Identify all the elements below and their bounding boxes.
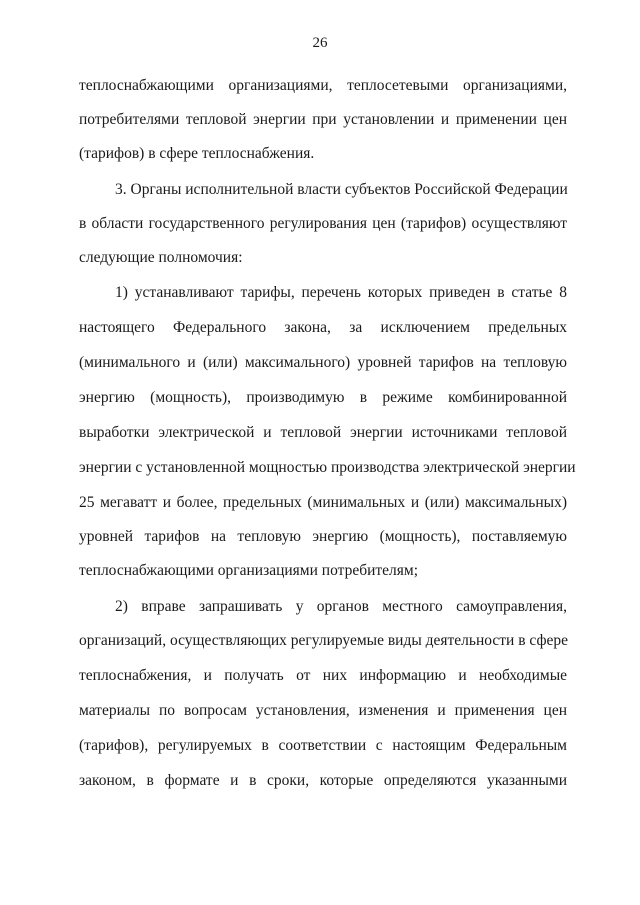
text-line: теплоснабжающими организациями потребителям; xyxy=(79,562,419,579)
text-line: (минимального и (или) максимального) уровней тарифов на тепловую xyxy=(79,354,567,371)
text-line: энергию (мощность), производимую в режиме комбинированной xyxy=(79,389,567,406)
text-line: организаций, осуществляющих регулируемые виды деятельности в сфере xyxy=(79,632,569,649)
text-line: следующие полномочия: xyxy=(79,249,243,266)
text-line: настоящего Федерального закона, за исключением предельных xyxy=(79,319,567,336)
text-line: уровней тарифов на тепловую энергию (мощность), поставляемую xyxy=(79,528,567,545)
text-line: 1) устанавливают тарифы, перечень которых приведен в статье 8 xyxy=(115,284,567,301)
text-line: энергии с установленной мощностью производства электрической энергии xyxy=(79,459,576,476)
text-line: законом, в формате и в сроки, которые определяются указанными xyxy=(79,772,567,789)
text-line: 25 мегаватт и более, предельных (минимальных и (или) максимальных) xyxy=(79,494,567,511)
text-line: материалы по вопросам установления, изменения и применения цен xyxy=(79,702,567,719)
text-line: 2) вправе запрашивать у органов местного самоуправления, xyxy=(115,598,567,615)
text-line: потребителями тепловой энергии при установлении и применении цен xyxy=(79,111,567,128)
text-line: 3. Органы исполнительной власти субъектов Российской Федерации xyxy=(115,181,568,198)
text-line: (тарифов), регулируемых в соответствии с настоящим Федеральным xyxy=(79,737,567,754)
page-number: 26 xyxy=(312,35,328,51)
text-line: в области государственного регулирования цен (тарифов) осуществляют xyxy=(79,215,567,232)
text-line: (тарифов) в сфере теплоснабжения. xyxy=(79,145,315,162)
text-line: теплоснабжения, и получать от них информацию и необходимые xyxy=(79,667,567,684)
text-line: теплоснабжающими организациями, теплосетевыми организациями, xyxy=(79,77,567,94)
text-line: выработки электрической и тепловой энергии источниками тепловой xyxy=(79,424,567,441)
